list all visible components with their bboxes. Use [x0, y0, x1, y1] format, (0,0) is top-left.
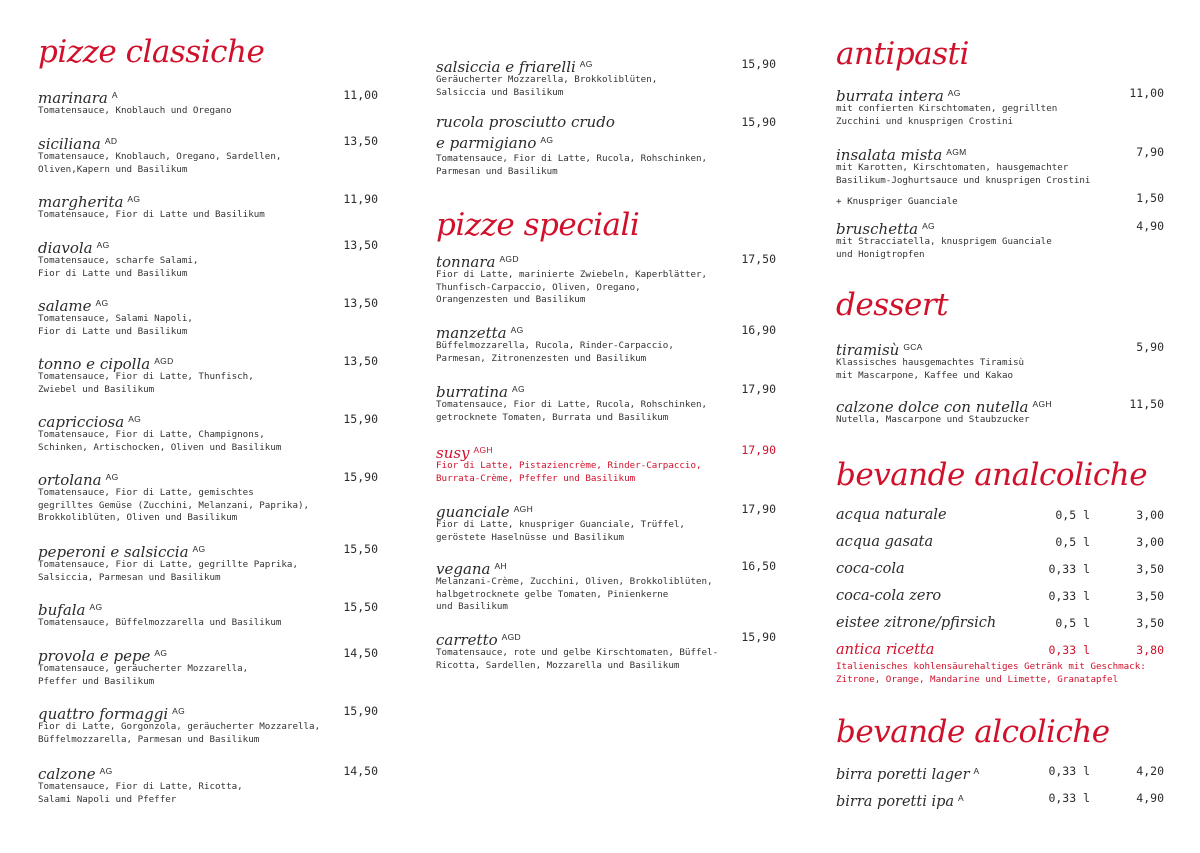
item-price: 15,90 [343, 704, 378, 718]
item-name-text: peperoni e salsiccia [38, 543, 189, 561]
item-name-text: rucola prosciutto crudo [436, 113, 615, 131]
description-line: mit confierten Kirschtomaten, gegrillten [836, 103, 1058, 114]
allergen-codes: AG [172, 706, 186, 716]
item-name [38, 647, 167, 665]
description-line: halbgetrocknete gelbe Tomaten, Pinienkerne [436, 588, 669, 600]
item-name-text: salame [38, 297, 92, 315]
allergen-codes: AG [99, 766, 113, 776]
description-line: Fior di Latte und Basilikum [38, 325, 188, 337]
item-description [836, 357, 1164, 382]
description-line: Tomatensauce, Büffelmozzarella und Basilikum [38, 617, 282, 628]
menu-item [38, 190, 378, 222]
menu-item [38, 702, 378, 746]
item-name-text: bruschetta [836, 220, 919, 238]
description-line: Melanzani-Crème, Zucchini, Oliven, Brokkoliblüten, [436, 576, 713, 587]
item-price: 11,00 [343, 88, 378, 102]
beverage-name-text: eistee zitrone/pfirsich [836, 615, 997, 631]
item-description [38, 371, 378, 396]
menu-item-header [436, 441, 776, 462]
allergen-codes: AGD [501, 632, 521, 642]
item-name-text: vegana [436, 560, 491, 578]
beverage-volume: 0,5 l [1055, 508, 1090, 522]
beverage-row [836, 587, 1164, 605]
item-price: 14,50 [343, 646, 378, 660]
item-description [38, 663, 378, 688]
beverage-volume: 0,33 l [1048, 791, 1090, 805]
description-line: Fior di Latte, Pistaziencrème, Rinder-Carpaccio, [436, 460, 702, 471]
item-name-line2-text: e parmigiano [436, 134, 537, 152]
item-name [836, 220, 935, 238]
item-name [436, 58, 593, 76]
item-description [436, 153, 776, 178]
item-description [38, 151, 378, 176]
description-line: Tomatensauce, Knoblauch, Oregano, Sardellen, [38, 151, 282, 162]
menu-item [38, 598, 378, 630]
description-line: Parmesan, Zitronenzesten und Basilikum [436, 352, 647, 364]
allergen-codes: AD [104, 136, 118, 146]
item-description [38, 313, 378, 338]
allergen-codes: AGM [946, 147, 967, 157]
item-name-text: burrata intera [836, 87, 944, 105]
allergen-codes: AG [540, 135, 554, 145]
beverage-name-text: acqua naturale [836, 507, 947, 523]
menu-item [436, 250, 776, 307]
item-name [836, 398, 1052, 416]
description-line: Tomatensauce, Knoblauch und Oregano [38, 105, 232, 116]
beverage-price: 3,50 [1136, 616, 1164, 630]
description-line: Parmesan und Basilikum [436, 165, 558, 177]
item-name [38, 705, 185, 723]
item-description [38, 721, 378, 746]
item-name [38, 601, 102, 619]
menu-item-header [38, 598, 378, 619]
item-name-text: tonnara [436, 253, 496, 271]
item-price: 7,90 [1136, 145, 1164, 159]
allergen-codes: A [958, 793, 965, 803]
menu-item-header [836, 338, 1164, 359]
menu-item-header [38, 540, 378, 561]
menu-item [836, 338, 1164, 382]
beverage-name [836, 534, 933, 550]
beverage-volume: 0,5 l [1055, 535, 1090, 549]
item-price: 17,90 [741, 502, 776, 516]
menu-item-header [436, 250, 776, 271]
allergen-codes: AH [494, 561, 507, 571]
item-name [436, 560, 507, 578]
menu-item [436, 557, 776, 614]
item-description [38, 781, 378, 806]
item-name [436, 383, 525, 401]
item-name [436, 444, 493, 462]
item-name-text: marinara [38, 89, 108, 107]
item-name-text: capricciosa [38, 413, 125, 431]
description-line: Tomatensauce, scharfe Salami, [38, 255, 199, 266]
description-line: Büffelmozzarella, Parmesan und Basilikum [38, 733, 260, 745]
description-line: mit Karotten, Kirschtomaten, hausgemachter [836, 162, 1069, 173]
description-line: Pfeffer und Basilikum [38, 675, 155, 687]
description-line: Salsiccia und Basilikum [436, 86, 564, 98]
allergen-codes: AG [922, 221, 935, 231]
description-line: Tomatensauce, Fior di Latte, Rucola, Rohschinken, [436, 399, 708, 410]
item-description [836, 162, 1164, 187]
item-name [38, 543, 205, 561]
menu-item [38, 762, 378, 806]
menu-item-header [836, 143, 1164, 164]
item-description [436, 269, 776, 307]
description-line: Tomatensauce, geräucherter Mozzarella, [38, 663, 249, 674]
section-title-pizze-classiche: pizze classiche [38, 34, 265, 70]
description-line: Tomatensauce, Fior di Latte, Thunfisch, [38, 371, 254, 382]
menu-item-header [836, 84, 1164, 105]
item-price: 16,50 [741, 559, 776, 573]
item-name-line2 [436, 131, 776, 152]
menu-item-header [38, 294, 378, 315]
description-line: Tomatensauce, Fior di Latte, gegrillte Paprika, [38, 559, 298, 570]
item-name [436, 253, 519, 271]
menu-item-header [436, 321, 776, 342]
menu-item-header [38, 644, 378, 665]
beverage-volume: 0,33 l [1048, 589, 1090, 603]
description-line: Tomatensauce, Fior di Latte, gemischtes [38, 487, 254, 498]
item-description [38, 487, 378, 525]
item-name [836, 341, 923, 359]
allergen-codes: AG [192, 544, 206, 554]
description-line: gegrilltes Gemüse (Zucchini, Melanzani, Paprika), [38, 499, 310, 511]
description-line: Nutella, Mascarpone und Staubzucker [836, 414, 1030, 425]
menu-item [38, 132, 378, 176]
description-line: Büffelmozzarella, Rucola, Rinder-Carpaccio, [436, 340, 674, 351]
item-name-text: diavola [38, 239, 93, 257]
beverage-name [836, 588, 941, 604]
item-name [38, 413, 141, 431]
item-price: 15,50 [343, 600, 378, 614]
description-line: Tomatensauce, rote und gelbe Kirschtomaten, Büffel- [436, 647, 719, 658]
item-description [38, 429, 378, 454]
item-name-text: quattro formaggi [38, 705, 169, 723]
menu-item [436, 380, 776, 424]
item-name-text: tonno e cipolla [38, 355, 151, 373]
description-line: getrocknete Tomaten, Burrata und Basilikum [436, 411, 669, 423]
allergen-codes: AG [96, 240, 110, 250]
item-name-text: siciliana [38, 135, 101, 153]
section-title-pizze-speciali: pizze speciali [436, 207, 640, 243]
description-line: und Honigtropfen [836, 248, 925, 260]
description-line: Tomatensauce, Fior di Latte, Champignons, [38, 429, 265, 440]
beverage-volume: 0,33 l [1048, 643, 1090, 657]
description-line: Zwiebel und Basilikum [38, 383, 155, 395]
beverage-name [836, 767, 980, 783]
description-line: Zucchini und knusprigen Crostini [836, 115, 1014, 127]
allergen-codes: AG [89, 602, 103, 612]
item-price: 13,50 [343, 354, 378, 368]
beverage-price: 3,50 [1136, 589, 1164, 603]
menu-item-header [836, 395, 1164, 416]
item-price: 13,50 [343, 134, 378, 148]
beverage-name [836, 794, 964, 810]
item-name-text: salsiccia e friarelli [436, 58, 576, 76]
allergen-codes: AG [947, 88, 961, 98]
item-name-text: tiramisù [836, 341, 900, 359]
beverage-volume: 0,33 l [1048, 562, 1090, 576]
addon-label: + Knuspriger Guanciale [836, 196, 958, 207]
menu-item-header [38, 468, 378, 489]
item-description [836, 236, 1164, 261]
item-description [836, 103, 1164, 128]
allergen-codes: AGD [499, 254, 519, 264]
item-description [436, 460, 776, 485]
allergen-codes: AG [105, 472, 119, 482]
item-price: 13,50 [343, 296, 378, 310]
description-line: Salsiccia, Parmesan und Basilikum [38, 571, 221, 583]
allergen-codes: AG [128, 414, 142, 424]
menu-item [38, 86, 378, 118]
beverage-price: 4,90 [1136, 791, 1164, 805]
menu-item-header [836, 217, 1164, 238]
allergen-codes: AG [127, 194, 141, 204]
menu-item [436, 441, 776, 485]
menu-item [436, 500, 776, 544]
beverage-row [836, 641, 1164, 659]
item-name-text: provola e pepe [38, 647, 151, 665]
description-line: Klassisches hausgemachtes Tiramisù [836, 357, 1025, 368]
item-price: 4,90 [1136, 219, 1164, 233]
description-line: Tomatensauce, Fior di Latte, Ricotta, [38, 781, 243, 792]
description-line: geröstete Haselnüsse und Basilikum [436, 531, 625, 543]
beverage-name-text: birra poretti lager [836, 767, 970, 783]
description-line: Fior di Latte und Basilikum [38, 267, 188, 279]
menu-item [436, 321, 776, 365]
menu-item [836, 84, 1164, 128]
beverage-price: 3,80 [1136, 643, 1164, 657]
menu-item-header [38, 86, 378, 107]
beverage-name [836, 615, 996, 631]
description-line: Ricotta, Sardellen, Mozzarella und Basilikum [436, 659, 680, 671]
menu-item-header [436, 55, 776, 76]
menu-item [436, 55, 776, 99]
description-line: Fior di Latte, knuspriger Guanciale, Trüffel, [436, 519, 685, 530]
description-line: Oliven,Kapern und Basilikum [38, 163, 188, 175]
menu-item [38, 294, 378, 338]
addon-row [836, 191, 1164, 205]
beverage-name [836, 507, 947, 523]
note-line: Zitrone, Orange, Mandarine und Limette, Granatapfel [836, 673, 1119, 685]
menu-item-header [38, 702, 378, 723]
description-line: Fior di Latte, marinierte Zwiebeln, Kaperblätter, [436, 269, 708, 280]
menu-item [38, 644, 378, 688]
menu-item [38, 468, 378, 525]
description-line: mit Stracciatella, knusprigem Guanciale [836, 236, 1052, 247]
section-title-dessert: dessert [836, 287, 949, 323]
beverage-name [836, 642, 934, 658]
beverage-row [836, 614, 1164, 632]
item-description [38, 255, 378, 280]
note-line: Italienisches kohlensäurehaltiges Getränk mit Geschmack: [836, 661, 1146, 672]
section-title-bevande-analcoliche: bevande analcoliche [836, 457, 1148, 493]
item-price: 17,90 [741, 382, 776, 396]
allergen-codes: AG [154, 648, 168, 658]
item-price: 11,90 [343, 192, 378, 206]
antica-ricetta-note [836, 661, 1146, 686]
item-price: 15,90 [343, 412, 378, 426]
item-price: 5,90 [1136, 340, 1164, 354]
item-price: 11,50 [1129, 397, 1164, 411]
description-line: mit Mascarpone, Kaffee und Kakao [836, 369, 1014, 381]
item-name-text: carretto [436, 631, 498, 649]
item-price: 15,90 [741, 115, 776, 129]
menu-item-header [38, 236, 378, 257]
addon-price: 1,50 [1136, 191, 1164, 205]
description-line: Geräucherter Mozzarella, Brokkoliblüten, [436, 74, 658, 85]
beverage-row [836, 560, 1164, 578]
menu-item [38, 410, 378, 454]
menu-item [836, 395, 1164, 427]
item-description [436, 576, 776, 614]
section-title-bevande-alcoliche: bevande alcoliche [836, 714, 1110, 750]
description-line: Brokkoliblüten, Oliven und Basilikum [38, 512, 238, 523]
beverage-name-text: antica ricetta [836, 642, 935, 658]
item-description [38, 559, 378, 584]
allergen-codes: A [973, 766, 980, 776]
menu-item-header [436, 557, 776, 578]
description-line: Schinken, Artischocken, Oliven und Basilikum [38, 441, 282, 453]
item-price: 11,00 [1129, 86, 1164, 100]
item-price: 15,90 [741, 57, 776, 71]
item-name-text: ortolana [38, 471, 102, 489]
description-line: Tomatensauce, Fior di Latte, Rucola, Rohschinken, [436, 153, 708, 164]
allergen-codes: AG [510, 325, 524, 335]
allergen-codes: AGH [473, 445, 493, 455]
description-line: Basilikum-Joghurtsauce und knusprigen Crostini [836, 174, 1091, 186]
menu-item-header [38, 132, 378, 153]
item-description [436, 74, 776, 99]
beverage-row [836, 506, 1164, 524]
allergen-codes: AGH [513, 504, 534, 514]
menu-item [38, 540, 378, 584]
beverage-name [836, 561, 905, 577]
menu-item [836, 143, 1164, 187]
description-line: Fior di Latte, Gorgonzola, geräucherter Mozzarella, [38, 721, 321, 732]
allergen-codes: AG [95, 298, 109, 308]
item-price: 15,90 [343, 470, 378, 484]
item-description [436, 519, 776, 544]
beverage-volume: 0,5 l [1055, 616, 1090, 630]
beverage-price: 4,20 [1136, 764, 1164, 778]
section-title-antipasti: antipasti [836, 36, 969, 72]
allergen-codes: AG [511, 384, 525, 394]
item-price: 16,90 [741, 323, 776, 337]
menu-item-header [38, 762, 378, 783]
allergen-codes: A [111, 90, 118, 100]
item-name-text: margherita [38, 193, 124, 211]
item-name [436, 324, 524, 342]
item-name [836, 146, 967, 164]
menu-item-header [38, 410, 378, 431]
menu-item-header [436, 500, 776, 521]
item-name-text: calzone dolce con nutella [836, 398, 1029, 416]
item-name-text: manzetta [436, 324, 507, 342]
beverage-price: 3,00 [1136, 535, 1164, 549]
item-name-text: bufala [38, 601, 86, 619]
menu-item [436, 113, 776, 178]
menu-item-header [436, 380, 776, 401]
item-name [38, 89, 118, 107]
item-price: 14,50 [343, 764, 378, 778]
beverage-name-text: acqua gasata [836, 534, 934, 550]
beverage-price: 3,50 [1136, 562, 1164, 576]
menu-item [38, 236, 378, 280]
beverage-name-text: coca-cola [836, 561, 905, 577]
item-name [38, 135, 117, 153]
allergen-codes: AGD [154, 356, 174, 366]
description-line: Tomatensauce, Salami Napoli, [38, 313, 193, 324]
item-description [436, 647, 776, 672]
description-line: Burrata-Crème, Pfeffer und Basilikum [436, 472, 636, 484]
allergen-codes: GCA [903, 342, 923, 352]
item-name [38, 765, 113, 783]
menu-item-header [38, 190, 378, 211]
item-name [38, 193, 140, 211]
item-name-text: burratina [436, 383, 508, 401]
description-line: Salami Napoli und Pfeffer [38, 793, 177, 805]
item-name [436, 631, 521, 649]
item-name [38, 471, 119, 489]
allergen-codes: AGH [1032, 399, 1052, 409]
item-price: 13,50 [343, 238, 378, 252]
item-name-text: calzone [38, 765, 96, 783]
menu-item-header [38, 352, 378, 373]
item-name [436, 113, 615, 131]
beverage-volume: 0,33 l [1048, 764, 1090, 778]
description-line: und Basilikum [436, 601, 508, 612]
item-description [436, 399, 776, 424]
item-name-text: insalata mista [836, 146, 943, 164]
description-line: Orangenzesten und Basilikum [436, 294, 586, 305]
item-name-text: susy [436, 444, 470, 462]
menu-item-header [436, 113, 776, 131]
item-price: 17,90 [741, 443, 776, 457]
item-name [38, 239, 109, 257]
allergen-codes: AG [579, 59, 593, 69]
beverage-row [836, 762, 1164, 783]
menu-item [38, 352, 378, 396]
menu-item-header [436, 628, 776, 649]
description-line: Thunfisch-Carpaccio, Oliven, Oregano, [436, 281, 641, 293]
menu-item [836, 217, 1164, 261]
beverage-name-text: birra poretti ipa [836, 794, 955, 810]
item-name [38, 297, 108, 315]
item-name [436, 503, 533, 521]
item-price: 17,50 [741, 252, 776, 266]
beverage-name-text: coca-cola zero [836, 588, 942, 604]
beverage-row [836, 789, 1164, 810]
item-description [436, 340, 776, 365]
item-name [836, 87, 961, 105]
description-line: Tomatensauce, Fior di Latte und Basilikum [38, 209, 265, 220]
beverage-price: 3,00 [1136, 508, 1164, 522]
item-price: 15,90 [741, 630, 776, 644]
menu-item [436, 628, 776, 672]
item-name [38, 355, 174, 373]
item-price: 15,50 [343, 542, 378, 556]
beverage-row [836, 533, 1164, 551]
item-name-text: guanciale [436, 503, 510, 521]
